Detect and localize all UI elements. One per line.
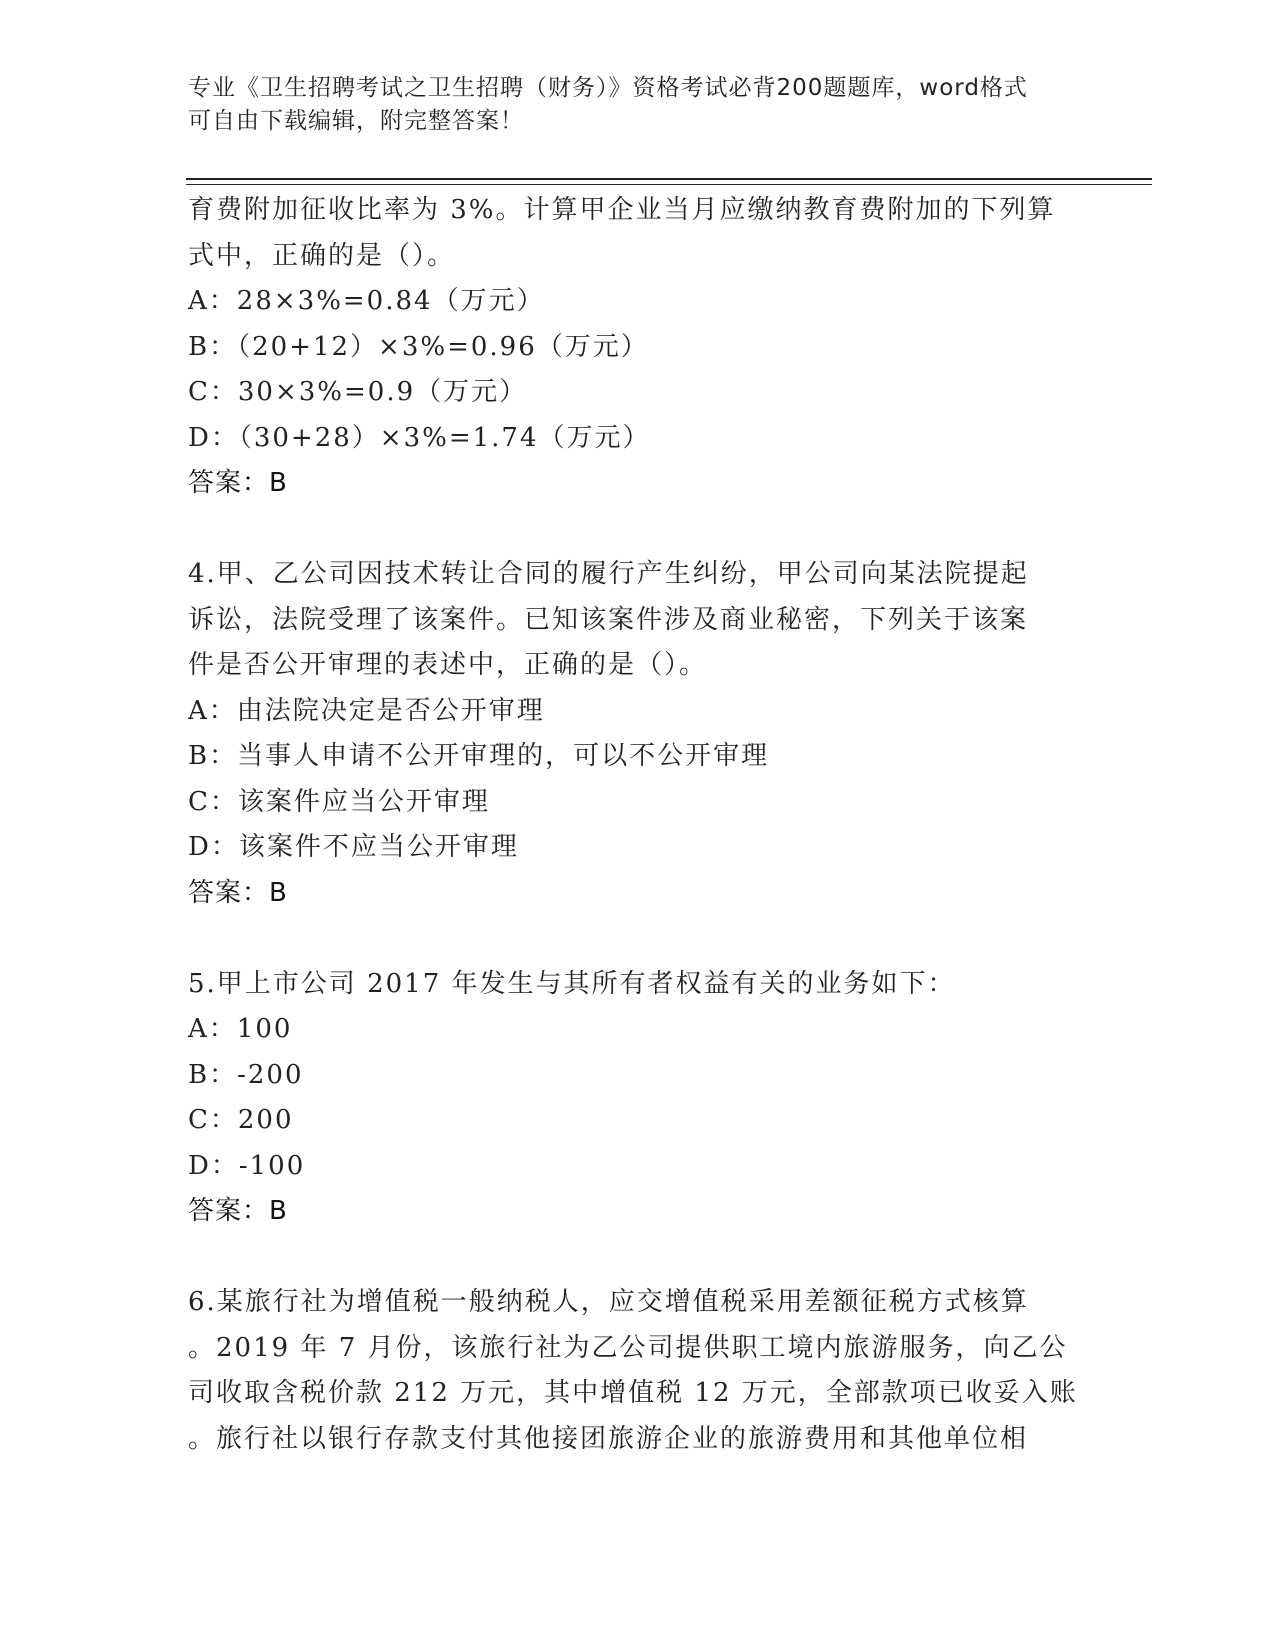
- answer-line: 答案：B: [188, 1196, 288, 1226]
- answer-line: 答案：B: [188, 468, 288, 498]
- option-b: B：当事人申请不公开审理的，可以不公开审理: [188, 741, 770, 771]
- option-a: A：100: [188, 1014, 293, 1044]
- question-stem-line: 育费附加征收比率为 3%。计算甲企业当月应缴纳教育费附加的下列算: [188, 195, 1056, 225]
- question-stem-line: 5.甲上市公司 2017 年发生与其所有者权益有关的业务如下：: [188, 968, 956, 999]
- question-content: [188, 188, 1078, 1462]
- question-stem-line: 4.甲、乙公司因技术转让合同的履行产生纠纷，甲公司向某法院提起: [188, 559, 1029, 589]
- option-b: B：-200: [188, 1059, 304, 1090]
- question-stem-line: 件是否公开审理的表述中，正确的是（）。: [188, 650, 708, 680]
- option-d: D：（30+28）×3%=1.74（万元）: [188, 422, 651, 453]
- option-c: C：该案件应当公开审理: [188, 786, 490, 817]
- header-divider-thick: [186, 178, 1152, 180]
- question-stem-line: 。2019 年 7 月份，该旅行社为乙公司提供职工境内旅游服务，向乙公: [188, 1332, 1068, 1363]
- question-stem-line: 6.某旅行社为增值税一般纳税人，应交增值税采用差额征税方式核算: [188, 1287, 1029, 1317]
- question-6: [188, 1280, 1078, 1462]
- question-4: [188, 552, 1068, 916]
- option-c: C：200: [188, 1105, 294, 1135]
- question-stem-line: 司收取含税价款 212 万元，其中增值税 12 万元，全部款项已收妥入账: [188, 1378, 1078, 1408]
- question-stem-line: 式中，正确的是（）。: [188, 240, 456, 271]
- header-line-1: 专业《卫生招聘考试之卫生招聘（财务）》资格考试必背200题题库，word格式: [188, 75, 1028, 101]
- option-c: C：30×3%=0.9（万元）: [188, 377, 528, 407]
- header-line-2: 可自由下载编辑，附完整答案！: [188, 108, 524, 134]
- document-header: [188, 72, 1068, 138]
- question-stem-line: 。旅行社以银行存款支付其他接团旅游企业的旅游费用和其他单位相: [188, 1423, 1029, 1454]
- option-a: A：由法院决定是否公开审理: [188, 695, 545, 726]
- option-d: D：该案件不应当公开审理: [188, 832, 519, 862]
- spacer: [188, 916, 1068, 962]
- option-a: A：28×3%=0.84（万元）: [188, 286, 545, 316]
- spacer: [188, 507, 1068, 553]
- spacer: [188, 1235, 1068, 1281]
- header-divider-thin: [186, 184, 1152, 185]
- option-d: D：-100: [188, 1150, 306, 1181]
- question-5: [188, 962, 1068, 1235]
- question-3: [188, 188, 1068, 507]
- question-stem-line: 诉讼，法院受理了该案件。已知该案件涉及商业秘密，下列关于该案: [188, 604, 1029, 635]
- answer-line: 答案：B: [188, 877, 288, 908]
- option-b: B：（20+12）×3%=0.96（万元）: [188, 331, 649, 362]
